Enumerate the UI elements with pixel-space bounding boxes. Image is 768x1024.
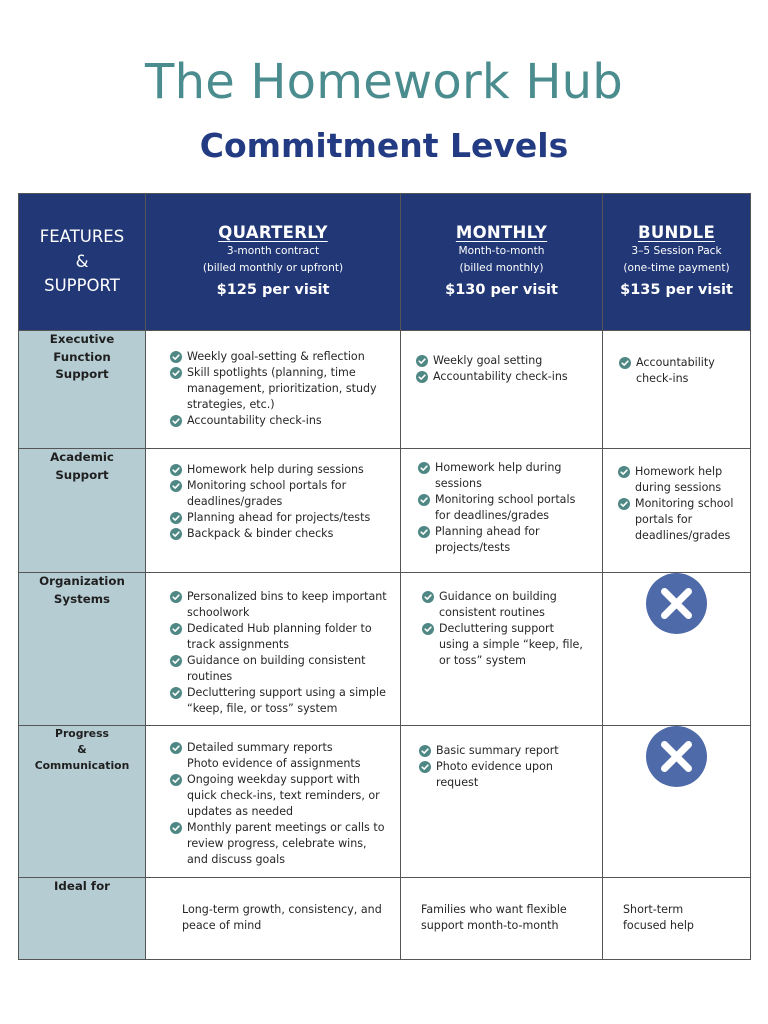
ideal-text-line: Long-term growth, consistency, and: [182, 903, 382, 916]
feature-text-line: check-ins: [636, 372, 689, 385]
plan-subtitle-line: Month-to-month: [458, 245, 545, 257]
plan-header-monthly: [401, 194, 603, 331]
feature-text-line: Homework help during sessions: [187, 463, 364, 476]
plan-name: QUARTERLY: [218, 223, 328, 242]
feature-text-line: portals for: [635, 513, 693, 526]
feature-text-line: Personalized bins to keep important: [187, 590, 387, 603]
feature-item: [170, 349, 394, 365]
feature-item: [416, 369, 596, 385]
feature-text-line: consistent routines: [439, 606, 545, 619]
feature-text-line: for deadlines/grades: [435, 509, 550, 522]
table-row: [19, 573, 751, 726]
feature-text-line: or toss” system: [439, 654, 526, 667]
feature-text-line: quick check-ins, text reminders, or: [187, 789, 380, 802]
feature-item: [170, 510, 394, 526]
check-circle-icon: [419, 745, 431, 757]
feature-text-line: deadlines/grades: [187, 495, 283, 508]
features-header-line: &: [75, 251, 89, 271]
feature-text-line: strategies, etc.): [187, 398, 275, 411]
row-label-line: Systems: [53, 591, 111, 606]
ideal-text-line: Short-term: [623, 903, 684, 916]
feature-list: [419, 743, 596, 791]
feature-text-line: deadlines/grades: [635, 529, 731, 542]
feature-text-line: schoolwork: [187, 606, 250, 619]
feature-text-line: Homework help: [635, 465, 723, 478]
plan-subtitle-line: (one-time payment): [623, 262, 730, 274]
feature-item: [170, 478, 394, 510]
plan-subtitle-line: (billed monthly): [459, 262, 544, 274]
monthly-cell: [401, 726, 603, 878]
bundle-cell: [603, 331, 751, 449]
table-row: [19, 331, 751, 449]
feature-text-line: Monitoring school: [635, 497, 734, 510]
check-circle-icon: [170, 512, 182, 524]
feature-item: [422, 589, 596, 621]
row-label-line: Executive: [49, 332, 115, 346]
feature-item: [619, 355, 744, 387]
feature-list: [422, 589, 596, 669]
monthly-cell: [401, 449, 603, 573]
plan-subtitle-line: 3-month contract: [226, 245, 320, 257]
feature-item: [170, 740, 394, 772]
feature-list: [618, 464, 744, 544]
feature-item: [618, 464, 744, 496]
feature-text-line: Dedicated Hub planning folder to: [187, 622, 372, 635]
feature-text-line: Photo evidence upon: [436, 760, 553, 773]
plan-price: $130 per visit: [445, 282, 558, 298]
feature-text-line: projects/tests: [435, 541, 511, 554]
feature-text-line: management, prioritization, study: [187, 382, 377, 395]
check-circle-icon: [170, 367, 182, 379]
row-label: [19, 449, 146, 573]
x-circle-icon: [646, 726, 707, 787]
feature-item: [419, 759, 596, 791]
commitment-table: [18, 193, 751, 960]
feature-text-line: during sessions: [635, 481, 722, 494]
row-label-line: Organization: [39, 574, 125, 588]
plan-subtitle-line: 3–5 Session Pack: [631, 245, 722, 257]
feature-item: [170, 621, 394, 653]
check-circle-icon: [170, 822, 182, 834]
feature-item: [170, 820, 394, 868]
feature-item: [170, 653, 394, 685]
row-label-line: Communication: [34, 759, 130, 772]
bundle-cell: [603, 449, 751, 573]
feature-item: [170, 462, 394, 478]
plan-price: $125 per visit: [216, 282, 330, 298]
row-label-line: Academic: [50, 450, 114, 464]
features-header-line: FEATURES: [39, 227, 125, 246]
feature-text-line: Weekly goal-setting & reflection: [187, 350, 365, 363]
plan-price: $135 per visit: [620, 282, 733, 298]
feature-text-line: updates as needed: [187, 805, 294, 818]
check-circle-icon: [422, 623, 434, 635]
feature-item: [170, 413, 394, 429]
feature-list: [170, 740, 394, 868]
feature-item: [419, 743, 596, 759]
check-circle-icon: [619, 357, 631, 369]
feature-item: [170, 772, 394, 820]
feature-text-line: Monitoring school portals for: [187, 479, 347, 492]
feature-text-line: Guidance on building: [439, 590, 557, 603]
feature-list: [170, 589, 394, 717]
ideal-text-line: Families who want flexible: [421, 903, 567, 916]
plan-header-bundle: [603, 194, 751, 331]
check-circle-icon: [422, 591, 434, 603]
feature-item: [170, 589, 394, 621]
feature-text-line: request: [436, 776, 479, 789]
check-circle-icon: [416, 355, 428, 367]
ideal-for-monthly: [401, 878, 603, 960]
table-row: [19, 726, 751, 878]
quarterly-cell: [146, 726, 401, 878]
feature-text-line: Photo evidence of assignments: [187, 757, 361, 770]
bundle-not-included-cell: [603, 726, 751, 878]
feature-text-line: Weekly goal setting: [433, 354, 543, 367]
check-circle-icon: [418, 494, 430, 506]
check-circle-icon: [170, 742, 182, 754]
feature-list: [619, 355, 744, 387]
row-label-line: &: [77, 743, 87, 756]
feature-text-line: track assignments: [187, 638, 290, 651]
check-circle-icon: [416, 371, 428, 383]
feature-text-line: Detailed summary reports: [187, 741, 333, 754]
check-circle-icon: [418, 526, 430, 538]
check-circle-icon: [170, 774, 182, 786]
table-row: [19, 449, 751, 573]
feature-text-line: and discuss goals: [187, 853, 286, 866]
table-header-row: [19, 194, 751, 331]
quarterly-cell: [146, 573, 401, 726]
monthly-cell: [401, 331, 603, 449]
table-row: [19, 878, 751, 960]
check-circle-icon: [170, 464, 182, 476]
row-label-line: Support: [55, 367, 109, 381]
feature-list: [170, 349, 394, 429]
feature-item: [170, 365, 394, 413]
check-circle-icon: [170, 480, 182, 492]
plan-subtitle-line: (billed monthly or upfront): [202, 262, 344, 274]
feature-item: [170, 526, 394, 542]
feature-text-line: Homework help during: [435, 461, 562, 474]
row-label-line: Support: [55, 467, 109, 482]
check-circle-icon: [418, 462, 430, 474]
plan-name: MONTHLY: [455, 223, 548, 242]
feature-text-line: review progress, celebrate wins,: [187, 837, 367, 850]
bundle-not-included-cell: [603, 573, 751, 726]
ideal-for-bundle: [603, 878, 751, 960]
feature-list: [170, 462, 394, 542]
check-circle-icon: [170, 351, 182, 363]
feature-text-line: Planning ahead for: [435, 525, 540, 538]
row-label: [19, 878, 146, 960]
x-circle-icon: [646, 573, 707, 634]
plan-header-quarterly: [146, 194, 401, 331]
plan-name: BUNDLE: [637, 223, 716, 242]
feature-item: [416, 353, 596, 369]
row-label-line: Function: [53, 349, 111, 364]
feature-item: [418, 460, 596, 492]
quarterly-cell: [146, 449, 401, 573]
feature-text-line: sessions: [435, 477, 482, 490]
row-label-line: Progress: [55, 727, 109, 740]
row-label-line: Ideal for: [53, 879, 110, 893]
page-title: The Homework Hub: [145, 54, 623, 110]
row-label: [19, 726, 146, 878]
ideal-text-line: peace of mind: [182, 919, 262, 932]
feature-text-line: Basic summary report: [436, 744, 559, 757]
feature-text-line: “keep, file, or toss” system: [187, 702, 338, 715]
feature-text-line: Decluttering support using a simple: [187, 686, 386, 699]
check-circle-icon: [419, 761, 431, 773]
check-circle-icon: [618, 498, 630, 510]
row-label: [19, 331, 146, 449]
feature-text-line: Ongoing weekday support with: [187, 773, 361, 786]
feature-text-line: Monthly parent meetings or calls to: [187, 821, 385, 834]
feature-text-line: Skill spotlights (planning, time: [187, 366, 356, 379]
feature-text-line: Accountability check-ins: [187, 414, 322, 427]
feature-item: [422, 621, 596, 669]
check-circle-icon: [170, 623, 182, 635]
features-header-cell: [19, 194, 146, 331]
feature-text-line: using a simple “keep, file,: [439, 638, 583, 651]
check-circle-icon: [170, 591, 182, 603]
feature-text-line: Accountability: [636, 356, 715, 369]
check-circle-icon: [170, 528, 182, 540]
ideal-text-line: focused help: [623, 919, 694, 932]
features-header-line: SUPPORT: [44, 276, 120, 295]
quarterly-cell: [146, 331, 401, 449]
check-circle-icon: [170, 655, 182, 667]
feature-item: [170, 685, 394, 717]
feature-text-line: Decluttering support: [439, 622, 554, 635]
row-label: [19, 573, 146, 726]
feature-item: [618, 496, 744, 544]
feature-item: [418, 492, 596, 524]
ideal-text-line: support month-to-month: [421, 919, 559, 932]
check-circle-icon: [618, 466, 630, 478]
feature-text-line: Backpack & binder checks: [187, 527, 334, 540]
page-subtitle: Commitment Levels: [199, 126, 569, 165]
feature-list: [416, 353, 596, 385]
feature-list: [418, 460, 596, 556]
monthly-cell: [401, 573, 603, 726]
check-circle-icon: [170, 415, 182, 427]
check-circle-icon: [170, 687, 182, 699]
feature-text-line: Monitoring school portals: [435, 493, 576, 506]
feature-text-line: routines: [187, 670, 233, 683]
ideal-for-quarterly: [146, 878, 401, 960]
feature-item: [418, 524, 596, 556]
feature-text-line: Accountability check-ins: [433, 370, 568, 383]
feature-text-line: Planning ahead for projects/tests: [187, 511, 371, 524]
feature-text-line: Guidance on building consistent: [187, 654, 366, 667]
